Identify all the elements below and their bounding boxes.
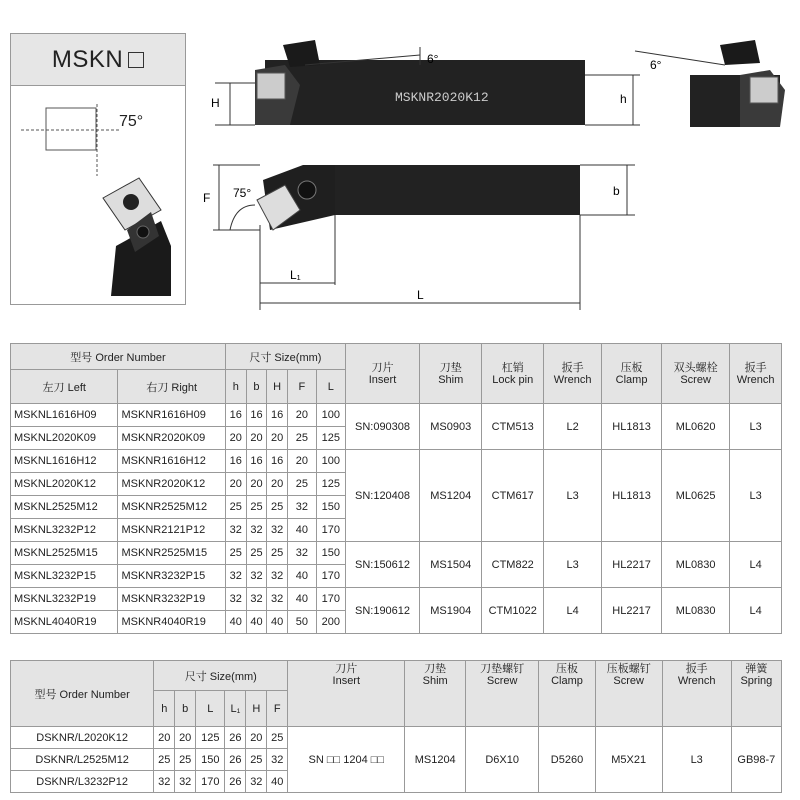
table-row: MSKNL3232P15 MSKNR3232P15 32 32 32 40 170	[11, 565, 782, 588]
wrench-header: 扳手 Wrench	[544, 344, 602, 404]
dim-L: L	[417, 288, 424, 302]
table-row: DSKNR/L3232P12 32 32 170 26 32 40	[11, 771, 782, 793]
msk-spec-table: 型号 Order Number 尺寸 Size(mm) 刀片 Insert 刀垫 Shim 杠销 Lock pin 扳手 Wrench 压板 Clamp 双头螺栓 Screw 扳手 Wrench 左刀 Left 右刀 Right h b H F L MSKNL1616H09 MSKNR1616H09 16 16 16 20 100 SN:090308 MS0903 CTM513 L2 HL1813 ML0620 L3 MSKNL2020K09 MSKNR2020K09 20 20 20 25 125 MSKNL1616H12 MSKNR1616H12 16 16 16 20 100 SN:120408 MS1204 CTM617 L3 HL1813 ML0625 L3 MSKNL2020K12 MSKNR2020K12 20 20 20 25 125 MSKNL2525M12 MSKNR2525M12 25 25 25 32 150 MSKNL3232P12 MSKNR2121P12 32 32 32 40 170 MSKNL2525M15 MSKNR2525M15 25 25 25 32 150 SN:150612 MS1504 CTM822 L3 HL2217 ML0830 L4 MSKNL3232P15 MSKNR3232P15 32 32 32 40 170 MSKNL3232P19 MSKNR3232P19 32 32 32 40 170 SN:190612 MS1904 CTM1022 L4 HL2217 ML0830 L4 MSKNL4040R19 MSKNR4040R19 40 40 40 50 200	[10, 343, 782, 634]
order-number-header: 型号 Order Number	[11, 344, 226, 370]
angle-75-label: 75°	[119, 113, 144, 130]
shim-header: 刀垫 Shim	[420, 344, 482, 404]
size-header: 尺寸 Size(mm)	[225, 344, 345, 370]
screw-header: 双头螺栓 Screw	[662, 344, 730, 404]
left-header: 左刀 Left	[11, 370, 118, 404]
table-row: MSKNL2020K12 MSKNR2020K12 20 20 20 25 125	[11, 473, 782, 496]
table-row: MSKNL4040R19 MSKNR4040R19 40 40 40 50 200	[11, 611, 782, 634]
size-header-2: 尺寸 Size(mm)	[154, 661, 288, 691]
type-title: MSKN	[11, 34, 185, 86]
table-row: DSKNR/L2020K12 20 20 125 26 20 25 SN □□ 1204 □□ MS1204 D6X10 D5260 M5X21 L3 GB98-7	[11, 727, 782, 749]
dsk-spec-table: 型号 Order Number 尺寸 Size(mm) 刀片 Insert 刀垫 Shim 刀垫螺钉 Screw 压板 Clamp 压板螺钉 Screw 扳手 Wrench 弹簧 Spring h b L L₁ H F DSKNR/L2020K12 20 20 125 26 20 25 SN □□ 1204 □□ MS1204 D6X10 D5260 M5X21 L3 GB98-7 DSKNR/L2525M12 25 25 150 26 25 32 DSKNR/L3232P12 32 32 170 26 32 40	[10, 660, 782, 793]
holder-top-view	[330, 165, 580, 215]
clamp-header: 压板 Clamp	[602, 344, 662, 404]
approach-angle-diagram	[11, 86, 185, 304]
wrench2-header: 扳手 Wrench	[730, 344, 782, 404]
table-row: MSKNL1616H12 MSKNR1616H12 16 16 16 20 100 SN:120408 MS1204 CTM617 L3 HL1813 ML0625 L3	[11, 450, 782, 473]
tool-holder-drawing	[195, 35, 800, 315]
lockpin-header: 杠销 Lock pin	[482, 344, 544, 404]
type-label-box	[10, 33, 186, 305]
placeholder-square-icon	[128, 52, 144, 68]
table-row: MSKNL1616H09 MSKNR1616H09 16 16 16 20 100 SN:090308 MS0903 CTM513 L2 HL1813 ML0620 L3	[11, 404, 782, 427]
dim-F: F	[203, 191, 211, 205]
dim-h: h	[620, 92, 627, 106]
model-mark: MSKNR2020K12	[395, 90, 489, 105]
table-row: MSKNL3232P19 MSKNR3232P19 32 32 32 40 170 SN:190612 MS1904 CTM1022 L4 HL2217 ML0830 L4	[11, 588, 782, 611]
dim-L1: L₁	[290, 268, 301, 282]
right-header: 右刀 Right	[118, 370, 225, 404]
angle-6-right: 6°	[650, 58, 662, 72]
angle-6-top: 6°	[427, 52, 439, 66]
dim-H: H	[211, 96, 220, 110]
order-number-header-2: 型号 Order Number	[11, 661, 154, 727]
insert-header: 刀片 Insert	[345, 344, 419, 404]
table-row: MSKNL2525M15 MSKNR2525M15 25 25 25 32 150 SN:150612 MS1504 CTM822 L3 HL2217 ML0830 L4	[11, 542, 782, 565]
table-row: MSKNL3232P12 MSKNR2121P12 32 32 32 40 170	[11, 519, 782, 542]
angle-75: 75°	[233, 186, 252, 200]
dim-b: b	[613, 184, 620, 198]
table-row: MSKNL2525M12 MSKNR2525M12 25 25 25 32 150	[11, 496, 782, 519]
table-row: MSKNL2020K09 MSKNR2020K09 20 20 20 25 125	[11, 427, 782, 450]
table-row: DSKNR/L2525M12 25 25 150 26 25 32	[11, 749, 782, 771]
